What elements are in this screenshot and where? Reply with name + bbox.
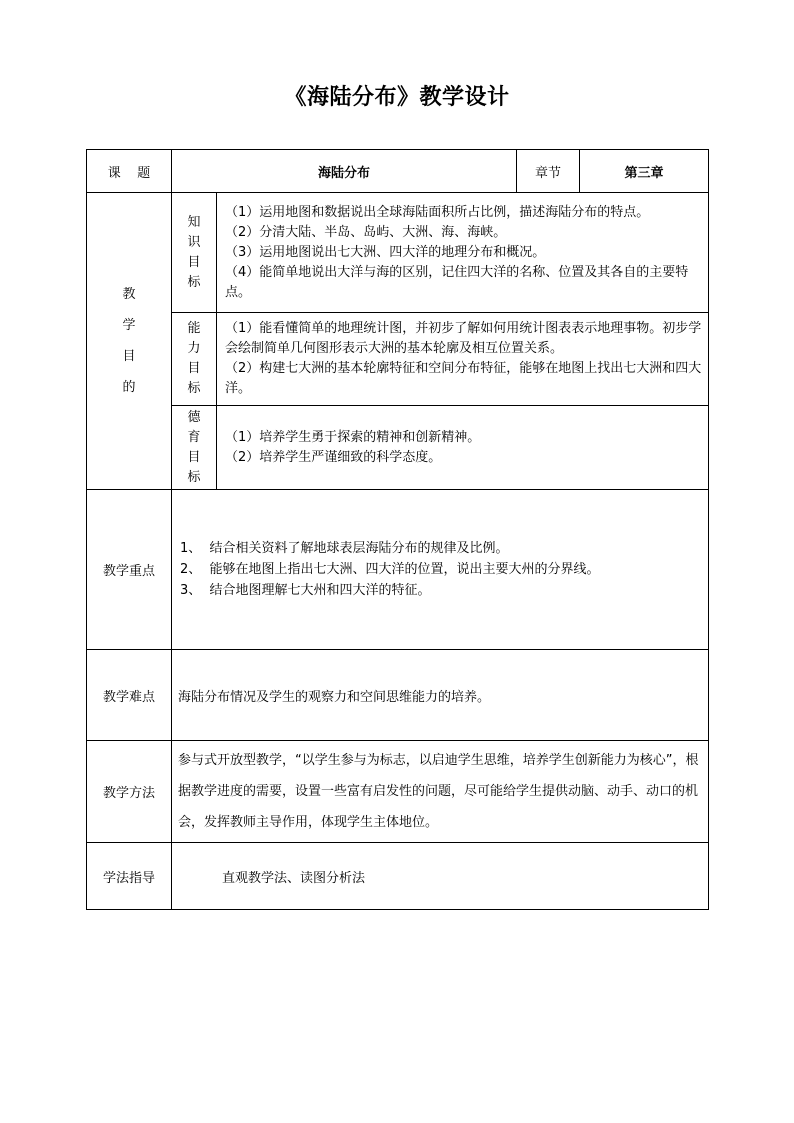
moral-label-cell xyxy=(172,406,217,490)
subject-label-cell xyxy=(87,150,172,193)
difficulties-text: 海陆分布情况及学生的观察力和空间思维能力的培养。 xyxy=(178,689,491,705)
header-row xyxy=(87,150,709,193)
knowledge-label-cell xyxy=(172,193,217,313)
moral-content-cell xyxy=(217,406,709,490)
key-points-row xyxy=(87,490,709,650)
methods-label: 教学方法 xyxy=(102,786,155,801)
moral-label-char: 德 xyxy=(187,409,201,425)
knowledge-line: （3）运用地图说出七大洲、四大洋的地理分布和概况。 xyxy=(225,244,546,260)
ability-label-char: 力 xyxy=(187,341,201,356)
moral-label-char: 目 xyxy=(187,449,201,465)
key-points-label: 教学重点 xyxy=(102,564,155,579)
methods-row xyxy=(87,741,709,843)
moral-line: （2）培养学生严谨细致的科学态度。 xyxy=(225,449,442,465)
ability-objective-row xyxy=(87,313,709,406)
knowledge-label-char: 标 xyxy=(187,274,201,290)
methods-label-cell xyxy=(87,741,172,843)
methods-text: 参与式开放型教学，“以学生参与为标志，以启迪学生思维，培养学生创新能力为核心”，根据教学进度的需要，设置一些富有启发性的问题，尽可能给学生提供动脑、动手、动口的机会，发挥教师主导作用，体现学生主体地位。 xyxy=(178,753,699,830)
difficulties-content-cell xyxy=(172,650,709,741)
knowledge-objective-row xyxy=(87,193,709,313)
moral-line: （1）培养学生勇于探索的精神和创新精神。 xyxy=(225,429,481,445)
knowledge-label-char: 识 xyxy=(187,234,201,250)
study-guide-label: 学法指导 xyxy=(102,870,155,886)
knowledge-label-char: 知 xyxy=(187,214,201,230)
study-guide-text: 直观教学法、读图分析法 xyxy=(222,870,366,886)
difficulties-label-cell xyxy=(87,650,172,741)
key-points-label-cell xyxy=(87,490,172,650)
study-guide-row xyxy=(87,843,709,910)
ability-content-cell xyxy=(217,313,709,406)
study-guide-content-cell xyxy=(172,843,709,910)
knowledge-content-cell xyxy=(217,193,709,313)
methods-content-cell xyxy=(172,741,709,843)
chapter-label-cell xyxy=(517,150,580,193)
difficulties-label: 教学难点 xyxy=(102,689,155,705)
moral-objective-row xyxy=(87,406,709,490)
key-points-content-cell xyxy=(172,490,709,650)
objectives-label-char: 的 xyxy=(122,380,136,395)
knowledge-line: （4）能简单地说出大洋与海的区别，记住四大洋的名称、位置及其各自的主要特点。 xyxy=(225,264,689,300)
difficulties-row xyxy=(87,650,709,741)
ability-line: （1）能看懂简单的地理统计图，并初步了解如何用统计图表表示地理事物。初步学会绘制简单几何图形表示大洲的基本轮廓及相互位置关系。 xyxy=(225,321,702,356)
lesson-plan-table xyxy=(86,149,709,910)
ability-line: （2）构建七大洲的基本轮廓特征和空间分布特征，能够在地图上找出七大洲和四大洋。 xyxy=(225,361,702,396)
subject-label: 课 题 xyxy=(107,165,151,181)
objectives-label-char: 学 xyxy=(122,318,136,333)
knowledge-line: （2）分清大陆、半岛、岛屿、大洲、海、海峡。 xyxy=(225,224,507,240)
document-title: 《海陆分布》教学设计 xyxy=(284,85,510,110)
knowledge-label-char: 目 xyxy=(187,254,201,270)
moral-label-char: 标 xyxy=(187,469,201,485)
ability-label-char: 标 xyxy=(187,381,201,396)
subject-cell xyxy=(172,150,517,193)
key-point-line: 1、 结合相关资料了解地球表层海陆分布的规律及比例。 xyxy=(180,541,509,556)
key-point-line: 2、 能够在地图上指出七大洲、四大洋的位置，说出主要大州的分界线。 xyxy=(180,562,600,577)
chapter-label: 章节 xyxy=(535,165,562,181)
ability-label-char: 能 xyxy=(187,321,201,336)
chapter-value: 第三章 xyxy=(624,165,664,181)
knowledge-line: （1）运用地图和数据说出全球海陆面积所占比例，描述海陆分布的特点。 xyxy=(225,204,650,220)
chapter-value-cell xyxy=(580,150,709,193)
objectives-label-char: 教 xyxy=(122,287,136,302)
study-guide-label-cell xyxy=(87,843,172,910)
subject-value: 海陆分布 xyxy=(318,165,371,181)
moral-label-char: 育 xyxy=(187,429,201,445)
key-point-line: 3、 结合地图理解七大州和四大洋的特征。 xyxy=(180,583,431,598)
objectives-label-char: 目 xyxy=(122,349,136,364)
ability-label-char: 目 xyxy=(187,361,201,376)
ability-label-cell xyxy=(172,313,217,406)
objectives-label-cell xyxy=(87,193,172,490)
